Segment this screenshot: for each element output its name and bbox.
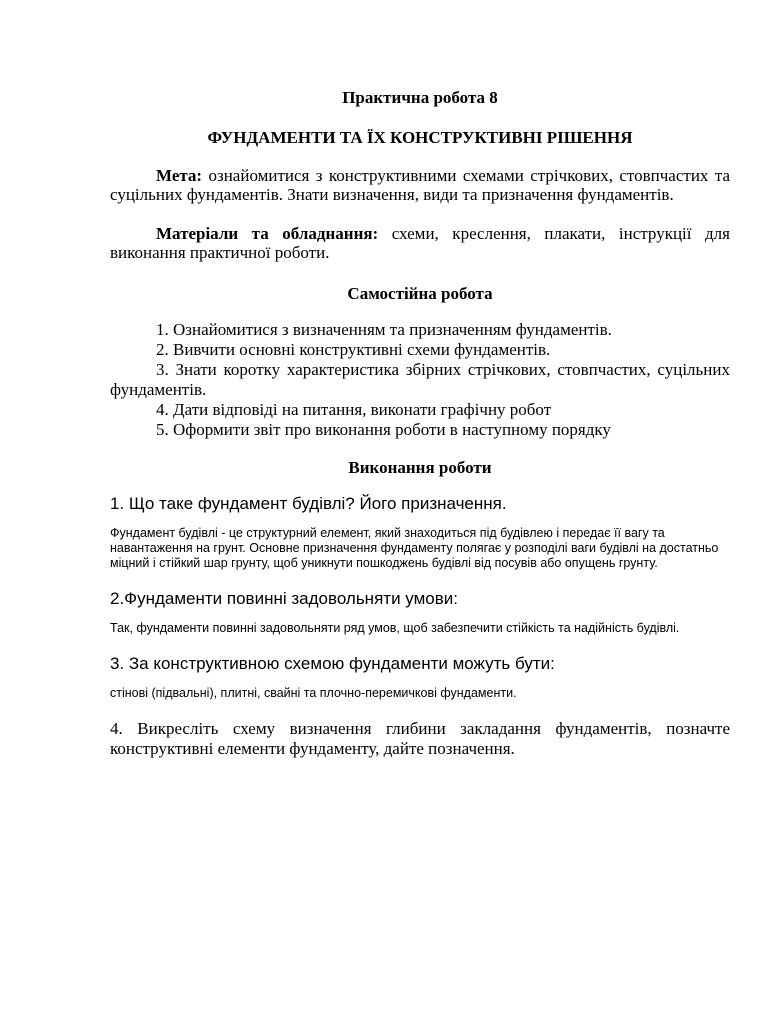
question-3: 3. За конструктивною схемою фундаменти можуть бути: xyxy=(110,654,555,673)
answer-2: Так, фундаменти повинні задовольняти ряд умов, щоб забезпечити стійкість та надійність будівлі. xyxy=(110,621,680,635)
materials-paragraph xyxy=(110,224,730,262)
question-2: 2.Фундаменти повинні задовольняти умови: xyxy=(110,589,458,608)
goal-label: Мета: xyxy=(156,166,203,185)
question-1: 1. Що таке фундамент будівлі? Його призначення. xyxy=(110,494,507,513)
work-number-title: Практична робота 8 xyxy=(342,88,498,107)
answer-3: стінові (підвальні), плитні, свайні та плочно-перемичкові фундаменти. xyxy=(110,686,517,700)
final-task: 4. Викресліть схему визначення глибини закладання фундаментів, позначте конструктивні елементи фундаменту, дайте позначення. xyxy=(110,719,730,758)
goal-text: ознайомитися з конструктивними схемами стрічкових, стовпчастих та суцільних фундаментів. Знати визначення, види та призначення фундаментів. xyxy=(110,166,730,204)
answer-1: Фундамент будівлі - це структурний елемент, який знаходиться під будівлею і передає її вагу та навантаження на грунт. Основне призначення фундаменту полягає у розподілі ваги будівлі на достатньо міцний і стійкий шар грунту, щоб уникнути пошкоджень будівлі від посувів або опущень грунту. xyxy=(110,526,719,570)
materials-label: Матеріали та обладнання: xyxy=(156,224,379,243)
goal-paragraph xyxy=(110,166,730,204)
execution-title: Виконання роботи xyxy=(348,458,492,477)
list-item: 5. Оформити звіт про виконання роботи в наступному порядку xyxy=(156,420,611,439)
list-item: 4. Дати відповіді на питання, виконати графічну робот xyxy=(156,400,552,419)
document-content xyxy=(110,88,730,759)
independent-work-list xyxy=(110,320,730,440)
independent-work-title: Самостійна робота xyxy=(347,284,493,303)
list-item: 1. Ознайомитися з визначенням та призначенням фундаментів. xyxy=(156,320,612,339)
list-item: 3. Знати коротку характеристика збірних стрічкових, стовпчастих, суцільних фундаментів. xyxy=(110,360,730,399)
materials-text: схеми, креслення, плакати, інструкції для виконання практичної роботи. xyxy=(110,224,730,262)
main-title: ФУНДАМЕНТИ ТА ЇХ КОНСТРУКТИВНІ РІШЕННЯ xyxy=(207,128,633,147)
list-item: 2. Вивчити основні конструктивні схеми фундаментів. xyxy=(156,340,551,359)
